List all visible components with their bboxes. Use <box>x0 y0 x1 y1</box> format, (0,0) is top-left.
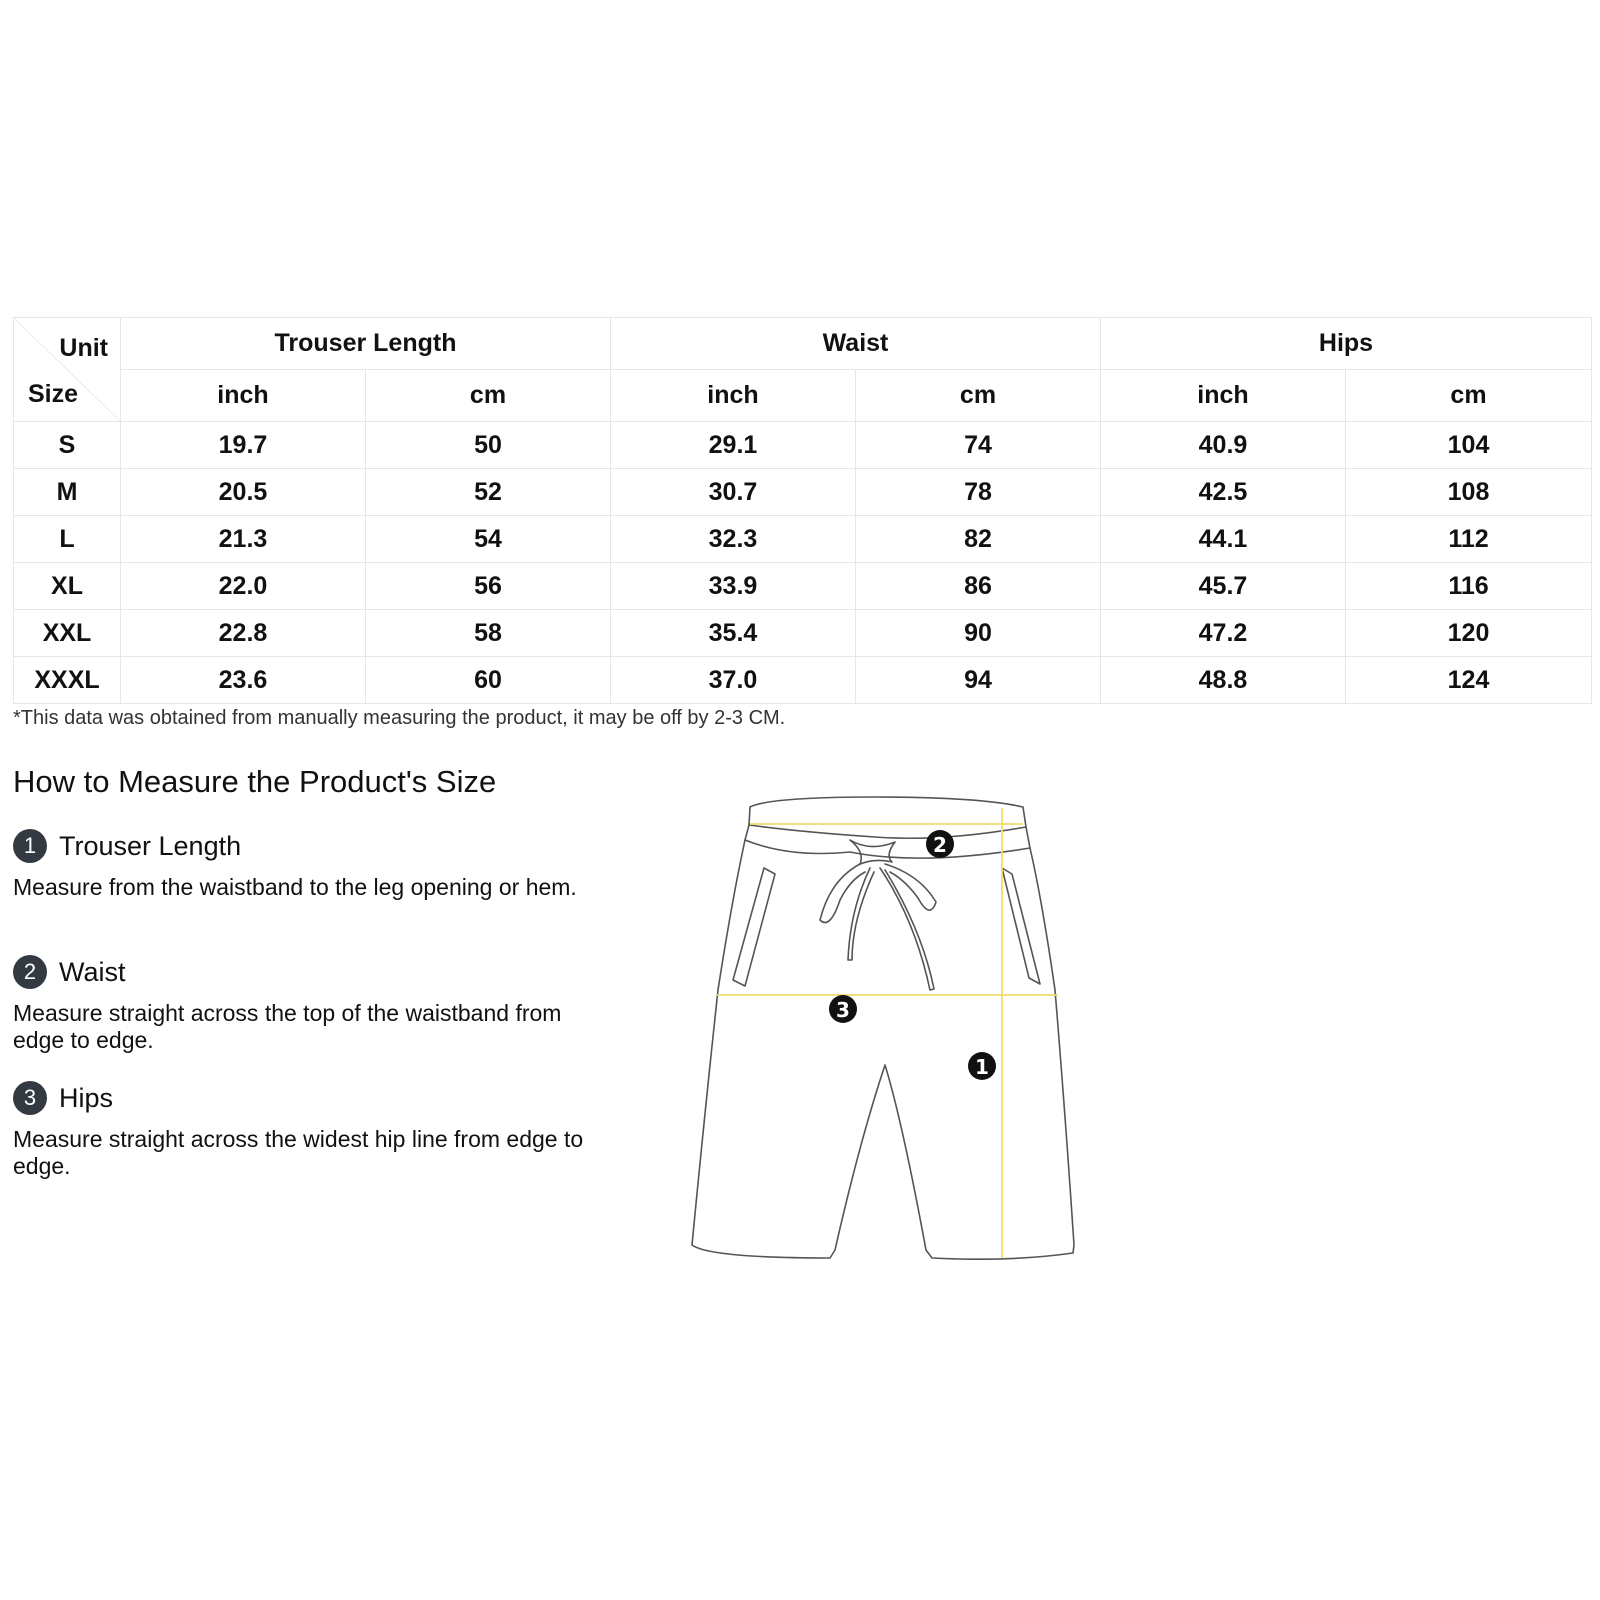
right-pocket <box>1002 868 1040 984</box>
size-cell: XXL <box>14 610 121 657</box>
step-hips <box>13 1080 588 1180</box>
value-cell: 37.0 <box>611 657 856 704</box>
svg-text:1: 1 <box>975 1055 989 1079</box>
value-cell: 19.7 <box>121 422 366 469</box>
step-description: Measure straight across the top of the waistband from edge to edge. <box>13 1000 562 1053</box>
value-cell: 90 <box>856 610 1101 657</box>
value-cell: 32.3 <box>611 516 856 563</box>
step-name: Trouser Length <box>59 830 242 861</box>
size-cell: XL <box>14 563 121 610</box>
value-cell: 48.8 <box>1101 657 1346 704</box>
value-cell: 40.9 <box>1101 422 1346 469</box>
table-row <box>14 422 1592 469</box>
unit-header-cell: inch <box>611 370 856 422</box>
unit-header-cell: cm <box>1346 370 1592 422</box>
left-pocket <box>733 868 775 986</box>
value-cell: 30.7 <box>611 469 856 516</box>
value-cell: 74 <box>856 422 1101 469</box>
value-cell: 104 <box>1346 422 1592 469</box>
value-cell: 45.7 <box>1101 563 1346 610</box>
unit-header-cell: inch <box>121 370 366 422</box>
step-description: Measure from the waistband to the leg opening or hem. <box>13 874 577 900</box>
value-cell: 124 <box>1346 657 1592 704</box>
marker-length <box>968 1052 996 1080</box>
value-cell: 58 <box>366 610 611 657</box>
value-cell: 82 <box>856 516 1101 563</box>
size-chart-table <box>13 317 1592 704</box>
step-number-badge: 2 <box>13 955 47 989</box>
header-unit-row <box>14 370 1592 422</box>
drawstring-bow <box>850 840 895 864</box>
value-cell: 44.1 <box>1101 516 1346 563</box>
value-cell: 116 <box>1346 563 1592 610</box>
step-number-badge: 1 <box>13 829 47 863</box>
value-cell: 29.1 <box>611 422 856 469</box>
header-hips: Hips <box>1101 318 1592 370</box>
header-waist: Waist <box>611 318 1101 370</box>
value-cell: 78 <box>856 469 1101 516</box>
value-cell: 94 <box>856 657 1101 704</box>
measure-guide-title: How to Measure the Product's Size <box>13 764 497 799</box>
header-trouser-length: Trouser Length <box>121 318 611 370</box>
unit-header-cell: cm <box>856 370 1101 422</box>
value-cell: 56 <box>366 563 611 610</box>
size-cell: XXXL <box>14 657 121 704</box>
value-cell: 86 <box>856 563 1101 610</box>
size-label: Size <box>28 380 79 408</box>
value-cell: 21.3 <box>121 516 366 563</box>
value-cell: 47.2 <box>1101 610 1346 657</box>
svg-text:3: 3 <box>836 998 850 1022</box>
size-cell: L <box>14 516 121 563</box>
value-cell: 60 <box>366 657 611 704</box>
value-cell: 108 <box>1346 469 1592 516</box>
size-cell: S <box>14 422 121 469</box>
step-trouser-length <box>13 828 588 901</box>
table-row <box>14 563 1592 610</box>
unit-label: Unit <box>59 334 108 362</box>
value-cell: 23.6 <box>121 657 366 704</box>
value-cell: 33.9 <box>611 563 856 610</box>
step-number-badge: 3 <box>13 1081 47 1115</box>
step-name: Hips <box>59 1082 114 1113</box>
table-row <box>14 657 1592 704</box>
table-row <box>14 610 1592 657</box>
step-waist <box>13 954 588 1054</box>
header-group-row <box>14 318 1592 370</box>
value-cell: 112 <box>1346 516 1592 563</box>
table-row <box>14 516 1592 563</box>
size-cell: M <box>14 469 121 516</box>
svg-text:2: 2 <box>933 833 947 857</box>
value-cell: 20.5 <box>121 469 366 516</box>
value-cell: 35.4 <box>611 610 856 657</box>
value-cell: 42.5 <box>1101 469 1346 516</box>
step-name: Waist <box>59 956 126 987</box>
measurement-disclaimer: *This data was obtained from manually measuring the product, it may be off by 2-3 CM. <box>13 707 786 729</box>
value-cell: 120 <box>1346 610 1592 657</box>
value-cell: 54 <box>366 516 611 563</box>
marker-waist <box>926 830 954 858</box>
step-description: Measure straight across the widest hip line from edge to edge. <box>13 1126 584 1179</box>
value-cell: 22.8 <box>121 610 366 657</box>
table-row <box>14 469 1592 516</box>
marker-hips <box>829 995 857 1023</box>
shorts-diagram <box>680 780 1080 1260</box>
waistband-outline <box>749 797 1026 838</box>
unit-header-cell: inch <box>1101 370 1346 422</box>
value-cell: 52 <box>366 469 611 516</box>
waistband-lower-edge <box>745 840 1030 858</box>
value-cell: 22.0 <box>121 563 366 610</box>
corner-header-cell <box>14 318 121 422</box>
value-cell: 50 <box>366 422 611 469</box>
unit-header-cell: cm <box>366 370 611 422</box>
